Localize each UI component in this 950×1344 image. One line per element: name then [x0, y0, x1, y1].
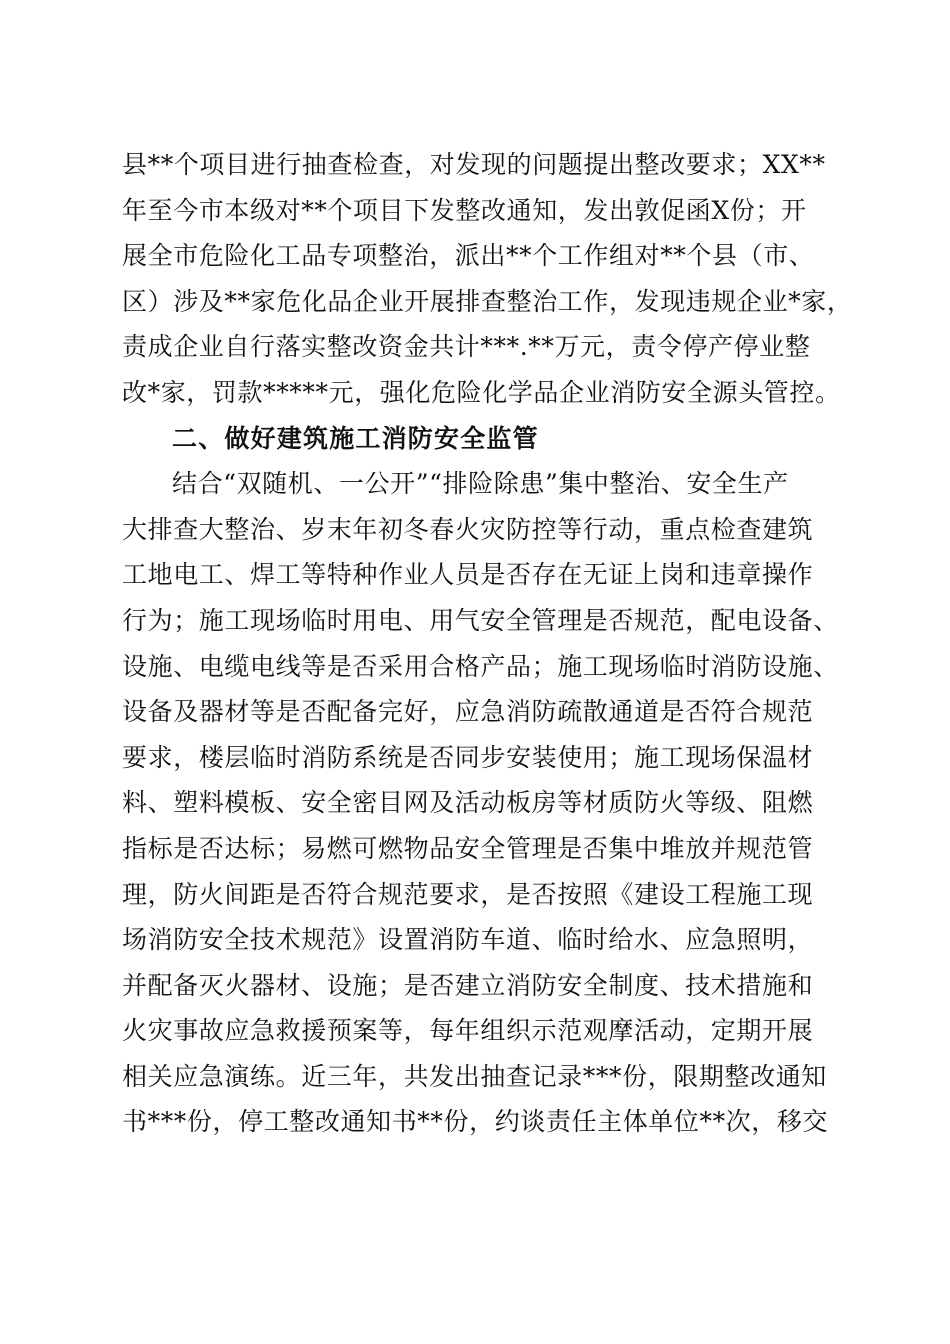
paragraph-line: 理，防火间距是否符合规范要求，是否按照《建设工程施工现: [122, 879, 814, 909]
paragraph-line: 火灾事故应急救援预案等，每年组织示范观摩活动，定期开展: [122, 1016, 814, 1046]
paragraph-line: 书***份，停工整改通知书**份，约谈责任主体单位**次，移交: [122, 1107, 829, 1137]
paragraph-line: 工地电工、焊工等特种作业人员是否存在无证上岗和违章操作: [122, 560, 814, 590]
paragraph-line: 大排查大整治、岁末年初冬春火灾防控等行动，重点检查建筑: [122, 514, 814, 544]
paragraph-line: 设备及器材等是否配备完好，应急消防疏散通道是否符合规范: [122, 697, 814, 727]
paragraph-line: 设施、电缆电线等是否采用合格产品；施工现场临时消防设施、: [122, 651, 839, 681]
paragraph-line: 要求，楼层临时消防系统是否同步安装使用；施工现场保温材: [122, 742, 814, 772]
paragraph-line: 并配备灭火器材、设施；是否建立消防安全制度、技术措施和: [122, 970, 814, 1000]
paragraph-line: 改*家，罚款*****元，强化危险化学品企业消防安全源头管控。: [122, 377, 841, 407]
paragraph-line: 相关应急演练。近三年，共发出抽查记录***份，限期整改通知: [122, 1061, 827, 1091]
paragraph-line: 区）涉及**家危化品企业开展排查整治工作，发现违规企业*家，: [122, 286, 853, 316]
paragraph-line: 展全市危险化工品专项整治，派出**个工作组对**个县（市、: [122, 241, 815, 271]
paragraph-line: 年至今市本级对**个项目下发整改通知，发出敦促函X份；开: [122, 195, 807, 225]
document-body: [122, 142, 853, 1145]
paragraph-line: 场消防安全技术规范》设置消防车道、临时给水、应急照明，: [122, 925, 814, 955]
paragraph-line: 结合“双随机、一公开”“排险除患”集中整治、安全生产: [172, 469, 789, 499]
paragraph-line: 责成企业自行落实整改资金共计***.**万元，责令停产停业整: [122, 332, 811, 362]
paragraph-line: 指标是否达标；易燃可燃物品安全管理是否集中堆放并规范管: [122, 833, 814, 863]
paragraph-line: 行为；施工现场临时用电、用气安全管理是否规范，配电设备、: [122, 605, 839, 635]
paragraph-line: 料、塑料模板、安全密目网及活动板房等材质防火等级、阻燃: [122, 788, 814, 818]
paragraph-line: 县**个项目进行抽查检查，对发现的问题提出整改要求；XX**: [122, 150, 826, 179]
section-heading: 二、做好建筑施工消防安全监管: [172, 423, 539, 453]
